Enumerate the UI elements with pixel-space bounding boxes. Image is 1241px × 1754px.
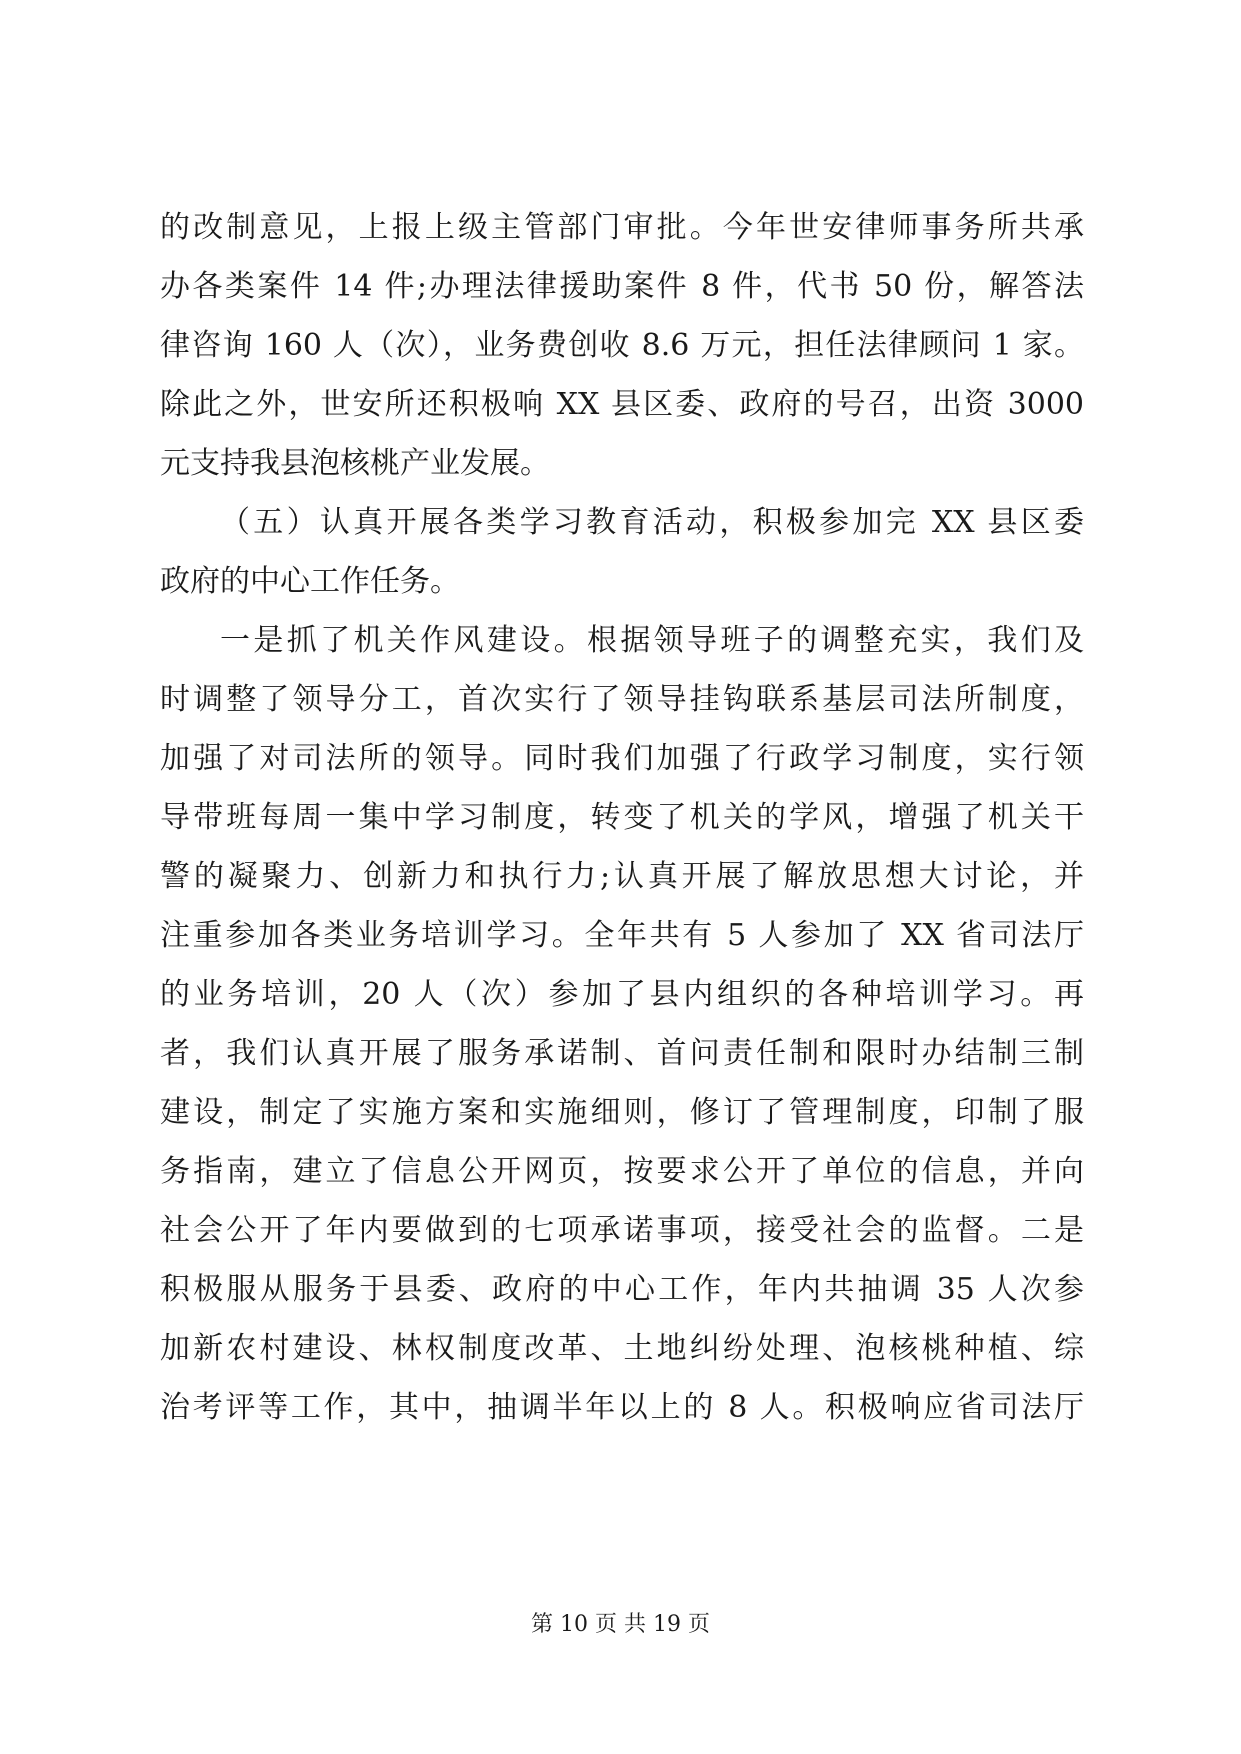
text-line: 律咨询 160 人（次），业务费创收 8.6 万元，担任法律顾问 1 家。 [160, 328, 1084, 363]
text-line: 者，我们认真开展了服务承诺制、首问责任制和限时办结制三制 [160, 1036, 1084, 1071]
text-line: 时调整了领导分工，首次实行了领导挂钩联系基层司法所制度， [160, 682, 1084, 717]
text-line: 的业务培训，20 人（次）参加了县内组织的各种培训学习。再 [160, 977, 1084, 1012]
text-line: 社会公开了年内要做到的七项承诺事项，接受社会的监督。二是 [160, 1213, 1084, 1248]
paragraph-2 [160, 493, 1084, 611]
text-line: 建设，制定了实施方案和实施细则，修订了管理制度，印制了服 [160, 1095, 1084, 1130]
text-line: 办各类案件 14 件;办理法律援助案件 8 件，代书 50 份，解答法 [160, 269, 1084, 304]
text-line: 积极服从服务于县委、政府的中心工作，年内共抽调 35 人次参 [160, 1272, 1084, 1307]
text-line: 注重参加各类业务培训学习。全年共有 5 人参加了 XX 省司法厅 [160, 918, 1084, 953]
text-line: （五）认真开展各类学习教育活动，积极参加完 XX 县区委 [220, 505, 1084, 540]
page-number: 第 10 页 共 19 页 [531, 1612, 710, 1637]
text-line: 加新农村建设、林权制度改革、土地纠纷处理、泡核桃种植、综 [160, 1331, 1084, 1366]
text-line: 政府的中心工作任务。 [160, 564, 460, 599]
text-line: 警的凝聚力、创新力和执行力;认真开展了解放思想大讨论，并 [160, 859, 1084, 894]
text-line: 一是抓了机关作风建设。根据领导班子的调整充实，我们及 [220, 623, 1084, 658]
text-line: 导带班每周一集中学习制度，转变了机关的学风，增强了机关干 [160, 800, 1084, 835]
document-body [160, 198, 1084, 1437]
text-line: 除此之外，世安所还积极响 XX 县区委、政府的号召，出资 3000 [160, 387, 1084, 422]
page-footer [0, 1610, 1241, 1640]
paragraph-1 [160, 198, 1084, 493]
text-line: 元支持我县泡核桃产业发展。 [160, 446, 550, 481]
text-line: 治考评等工作，其中，抽调半年以上的 8 人。积极响应省司法厅 [160, 1390, 1084, 1425]
text-line: 的改制意见，上报上级主管部门审批。今年世安律师事务所共承 [160, 210, 1084, 245]
paragraph-3 [160, 611, 1084, 1437]
text-line: 务指南，建立了信息公开网页，按要求公开了单位的信息，并向 [160, 1154, 1084, 1189]
text-line: 加强了对司法所的领导。同时我们加强了行政学习制度，实行领 [160, 741, 1084, 776]
